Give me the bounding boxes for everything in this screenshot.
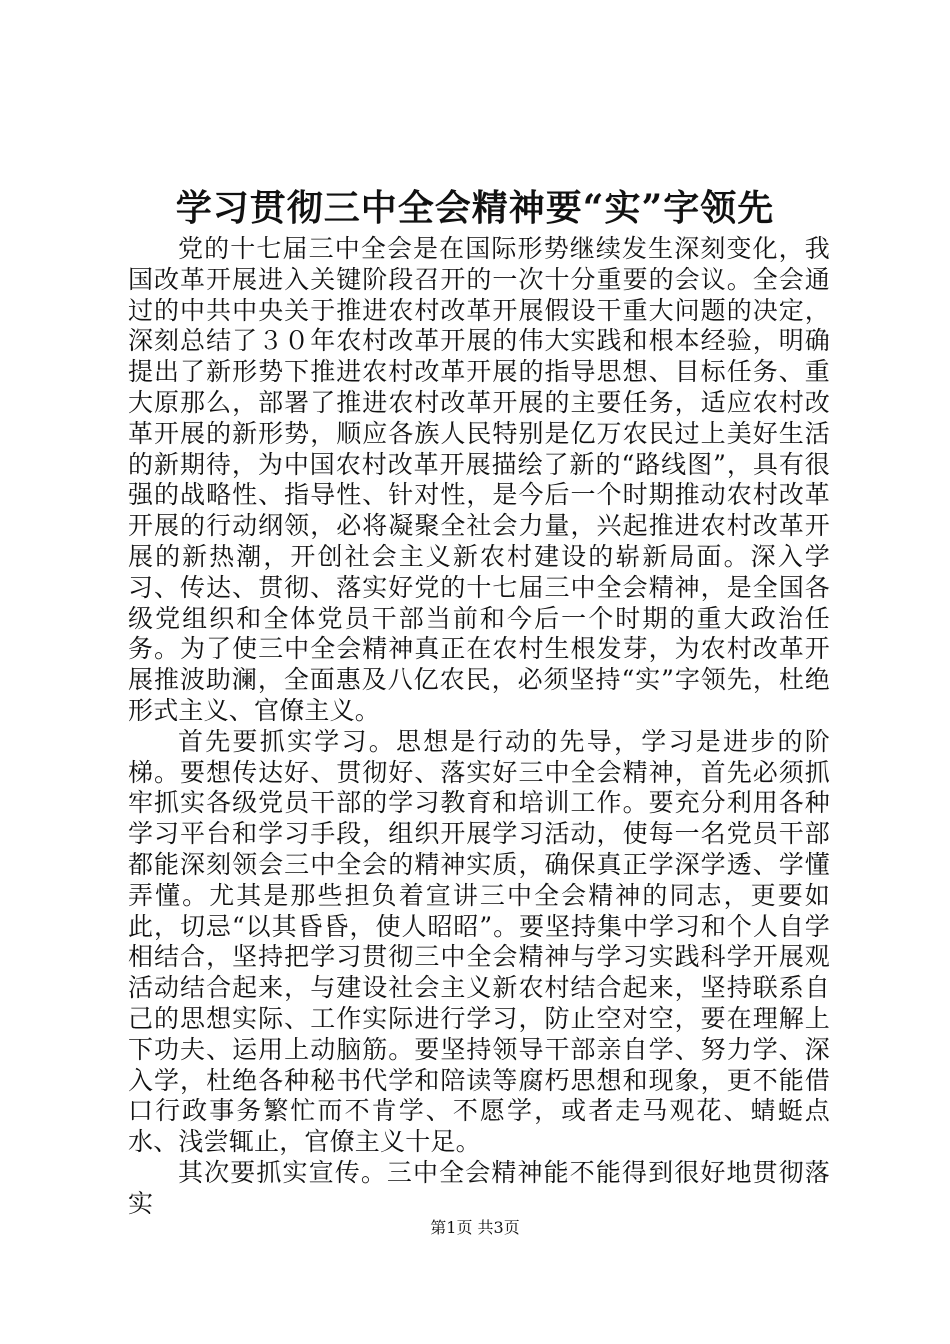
paragraph: 其次要抓实宣传。三中全会精神能不能得到很好地贯彻落实 — [128, 1157, 830, 1218]
paragraph: 首先要抓实学习。思想是行动的先导，学习是进步的阶梯。要想传达好、贯彻好、落实好三中全会精神，首先必须抓牢抓实各级党员干部的学习教育和培训工作。要充分利用各种学习平台和学习手段，组织开展学习活动，使每一名党员干部都能深刻领会三中全会的精神实质，确保真正学深学透、学懂弄懂。尤其是那些担负着宣讲三中全会精神的同志，更要如此，切忌“以其昏昏，使人昭昭”。要坚持集中学习和个人自学相结合，坚持把学习贯彻三中全会精神与学习实践科学开展观活动结合起来，与建设社会主义新农村结合起来，坚持联系自己的思想实际、工作实际进行学习，防止空对空，要在理解上下功夫、运用上动脑筋。要坚持领导干部亲自学、努力学、深入学，杜绝各种秘书代学和陪读等腐朽思想和现象，更不能借口行政事务繁忙而不肯学、不愿学，或者走马观花、蜻蜓点水、浅尝辄止，官僚主义十足。 — [128, 726, 830, 1157]
document-title: 学习贯彻三中全会精神要“实”字领先 — [175, 187, 775, 229]
document-body — [128, 234, 830, 1220]
page-number-footer: 第1页 共3页 — [430, 1218, 520, 1237]
paragraph: 党的十七届三中全会是在国际形势继续发生深刻变化，我国改革开展进入关键阶段召开的一次十分重要的会议。全会通过的中共中央关于推进农村改革开展假设干重大问题的决定，深刻总结了３０年农村改革开展的伟大实践和根本经验，明确提出了新形势下推进农村改革开展的指导思想、目标任务、重大原那么，部署了推进农村改革开展的主要任务，适应农村改革开展的新形势，顺应各族人民特别是亿万农民过上美好生活的新期待，为中国农村改革开展描绘了新的“路线图”，具有很强的战略性、指导性、针对性，是今后一个时期推动农村改革开展的行动纲领，必将凝聚全社会力量，兴起推进农村改革开展的新热潮，开创社会主义新农村建设的崭新局面。深入学习、传达、贯彻、落实好党的十七届三中全会精神，是全国各级党组织和全体党员干部当前和今后一个时期的重大政治任务。为了使三中全会精神真正在农村生根发芽，为农村改革开展推波助澜，全面惠及八亿农民，必须坚持“实”字领先，杜绝形式主义、官僚主义。 — [128, 234, 830, 725]
